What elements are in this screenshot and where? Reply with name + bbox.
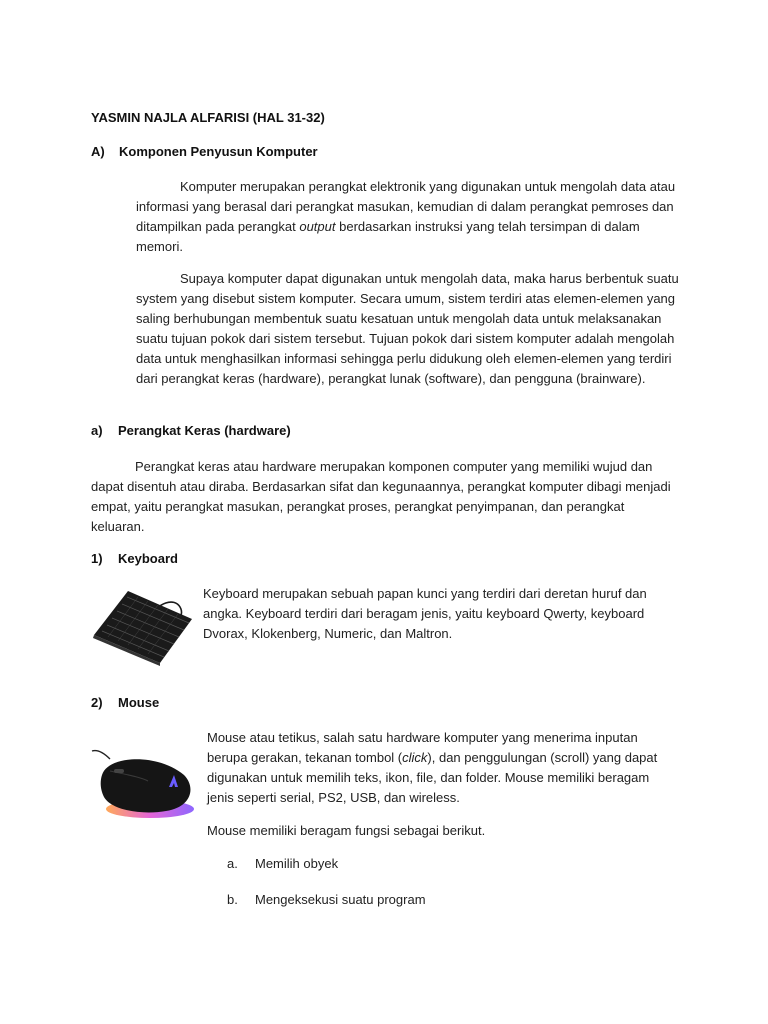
mouse-icon (88, 745, 198, 825)
list-item: Mengeksekusi suatu program (255, 892, 426, 907)
mouse-heading: Mouse (118, 695, 160, 710)
list-item-marker: b. (227, 892, 238, 907)
mouse-number: 2) (91, 695, 103, 710)
keyboard-image (88, 583, 196, 667)
subsection-a-number: a) (91, 423, 103, 438)
mouse-description-text: Mouse atau tetikus, salah satu hardware komputer yang menerima inputan berupa gerakan, tekanan tombol ( (207, 730, 638, 765)
section-a-paragraph-1 (136, 177, 680, 257)
keyboard-icon (88, 583, 196, 667)
section-a-paragraph-1-text: Komputer merupakan perangkat elektronik yang digunakan untuk mengolah data atau informasi yang berasal dari perangkat masukan, kemudian di dalam perangkat pemroses dan ditampilkan pada perangkat (136, 179, 676, 234)
section-a-heading: Komponen Penyusun Komputer (119, 144, 318, 159)
mouse-functions-intro: Mouse memiliki beragam fungsi sebagai berikut. (207, 823, 486, 838)
subsection-a-heading: Perangkat Keras (hardware) (118, 423, 291, 438)
mouse-image (88, 745, 198, 825)
keyboard-description: Keyboard merupakan sebuah papan kunci yang terdiri dari deretan huruf dan angka. Keyboard terdiri dari beragam jenis, yaitu keyboard Qwerty, keyboard Dvorax, Klokenberg, Numeric, dan Maltron. (203, 586, 647, 641)
section-a-number: A) (91, 144, 105, 159)
section-a-paragraph-2: Supaya komputer dapat digunakan untuk mengolah data, maka harus berbentuk suatu system yang disebut sistem komputer. Secara umum, sistem terdiri atas elemen-elemen yang saling berhubungan membentuk suatu kesatuan untuk mengolah data untuk melaksanakan suatu tujuan pokok dari sistem tersebut. Tujuan pokok dari sistem komputer adalah mengolah data untuk menghasilkan informasi sehingga perlu didukung oleh elemen-elemen yang terdiri dari perangkat keras (hardware), perangkat lunak (software), dan pengguna (brainware). (136, 271, 679, 386)
output-term: output (299, 219, 336, 234)
section-a-paragraph-1-end: berdasarkan instruksi yang telah tersimpan di dalam memori. (136, 219, 640, 254)
keyboard-number: 1) (91, 551, 103, 566)
mouse-description-end: ), dan penggulungan (scroll) yang dapat digunakan untuk memilih teks, ikon, file, dan folder. Mouse memiliki beragam jenis seperti serial, PS2, USB, dan wireless. (207, 750, 658, 805)
list-item-marker: a. (227, 856, 238, 871)
list-item: Memilih obyek (255, 856, 339, 871)
click-term: click (402, 750, 428, 765)
subsection-a-paragraph: Perangkat keras atau hardware merupakan komponen computer yang memiliki wujud dan dapat disentuh atau diraba. Berdasarkan sifat dan kegunaannya, perangkat komputer dibagi menjadi empat, yaitu perangkat masukan, perangkat proses, perangkat penyimpanan, dan perangkat keluaran. (91, 459, 671, 534)
document-title: YASMIN NAJLA ALFARISI (HAL 31-32) (91, 110, 325, 125)
mouse-description (207, 728, 679, 808)
keyboard-heading: Keyboard (118, 551, 178, 566)
